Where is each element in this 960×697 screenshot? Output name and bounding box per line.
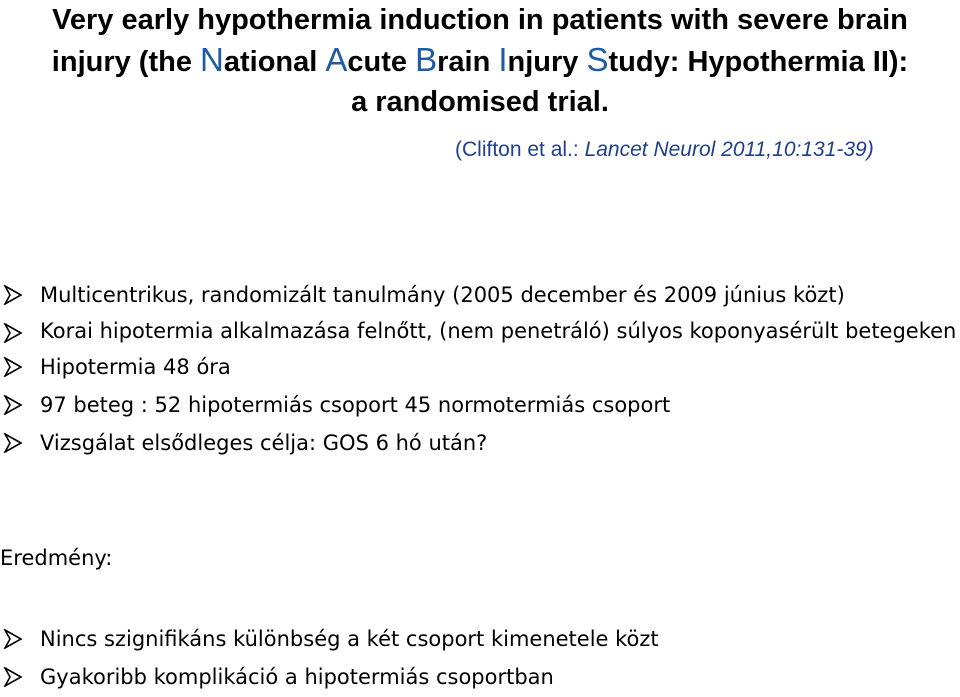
title-acronym-letter: N	[200, 41, 224, 78]
title-part: ational	[223, 46, 326, 78]
arrow-bullet-icon	[3, 667, 23, 687]
arrow-bullet-icon	[3, 357, 23, 377]
citation	[455, 138, 874, 162]
title-acronym-letter: A	[325, 41, 348, 78]
list-item	[0, 276, 960, 314]
title-part: rain	[437, 46, 499, 78]
bullet-text: 97 beteg : 52 hipotermiás csoport 45 normotermiás csoport	[40, 393, 671, 417]
list-item	[0, 424, 960, 462]
title-line-3: a randomised trial.	[351, 86, 609, 118]
results-heading: Eredmény:	[0, 546, 113, 570]
slide-title	[0, 0, 960, 122]
study-bullet-list	[0, 276, 960, 462]
title-acronym-letter: S	[586, 41, 609, 78]
bullet-text: Korai hipotermia alkalmazása felnőtt, (nem penetráló) súlyos koponyasérült betegeken	[40, 319, 957, 343]
bullet-text: Hipotermia 48 óra	[40, 355, 231, 379]
list-item	[0, 314, 960, 348]
title-acronym-letter: I	[498, 41, 508, 78]
arrow-bullet-icon	[3, 285, 23, 305]
bullet-text: Vizsgálat elsődleges célja: GOS 6 hó után?	[40, 431, 488, 455]
list-item	[0, 386, 960, 424]
title-line-1: Very early hypothermia induction in patients with severe brain	[52, 4, 908, 36]
bullet-text: Gyakoribb komplikáció a hipotermiás csoportban	[40, 665, 554, 689]
citation-authors: (Clifton et al.:	[455, 138, 585, 161]
title-acronym-letter: B	[415, 41, 438, 78]
title-part: injury (the	[51, 46, 201, 78]
bullet-text: Multicentrikus, randomizált tanulmány (2005 december és 2009 június közt)	[40, 283, 845, 307]
list-item	[0, 620, 960, 658]
citation-journal: Lancet Neurol 2011,10:131-39)	[584, 138, 874, 161]
title-part: tudy: Hypothermia II):	[608, 46, 909, 78]
list-item	[0, 348, 960, 386]
arrow-bullet-icon	[3, 629, 23, 649]
arrow-bullet-icon	[3, 433, 23, 453]
bullet-text: Nincs szignifikáns különbség a két csoport kimenetele közt	[40, 627, 659, 651]
arrow-bullet-icon	[3, 323, 23, 343]
arrow-bullet-icon	[3, 395, 23, 415]
list-item	[0, 658, 960, 696]
title-line-2	[0, 40, 960, 82]
result-bullet-list	[0, 620, 960, 696]
title-part: cute	[347, 46, 416, 78]
title-part: njury	[507, 46, 587, 78]
